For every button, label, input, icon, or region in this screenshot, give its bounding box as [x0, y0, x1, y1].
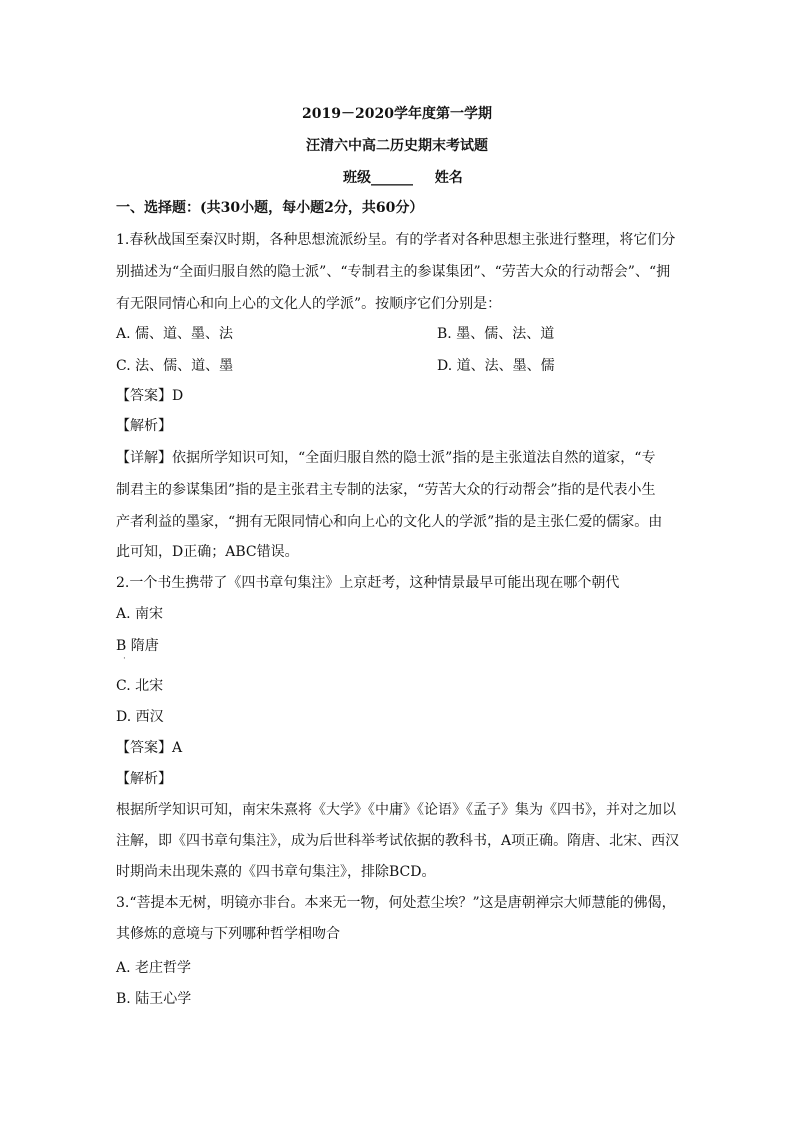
exam-title: 汪清六中高二历史期末考试题: [306, 138, 488, 154]
q1-detail-line-3: 产者利益的墨家，“拥有无限同情心和向上心的文化人的学派”指的是主张仁爱的儒家。由: [116, 514, 663, 530]
q2-analysis-label: 【解析】: [116, 771, 172, 787]
q1-stem-line-2: 别描述为“全面归服自然的隐士派”、“专制君主的参谋集团”、“劳苦大众的行动帮会”、“拥: [116, 264, 671, 280]
q2-detail-line-3: 时期尚未出现朱熹的《四书章句集注》，排除BCD。: [116, 864, 436, 880]
stray-dot-mark: ·: [123, 654, 126, 664]
q1-detail-line-4: 此可知，D正确；ABC错误。: [116, 544, 299, 560]
q2-detail-line-1: 根据所学知识可知，南宋朱熹将《大学》《中庸》《论语》《孟子》集为《四书》，并对之加以: [116, 802, 676, 818]
q2-stem: 2.一个书生携带了《四书章句集注》上京赶考，这种情景最早可能出现在哪个朝代: [116, 575, 620, 591]
q1-option-c: C. 法、儒、道、墨: [116, 358, 234, 374]
q2-detail-line-2: 注解，即《四书章句集注》，成为后世科举考试依据的教科书，A项正确。隋唐、北宋、西汉: [116, 833, 680, 849]
q3-option-b: B. 陆王心学: [116, 991, 192, 1007]
name-label: 姓名: [434, 170, 463, 186]
q2-answer: 【答案】A: [116, 740, 183, 756]
q2-option-c: C. 北宋: [116, 678, 164, 694]
q1-detail-line-1: 【详解】依据所学知识可知，“全面归服自然的隐士派”指的是主张道法自然的道家，“专: [116, 450, 656, 466]
q1-analysis-label: 【解析】: [116, 418, 172, 434]
q1-detail-line-2: 制君主的参谋集团”指的是主张君主专制的法家，“劳苦大众的行动帮会”指的是代表小生: [116, 482, 656, 498]
q1-stem-line-3: 有无限同情心和向上心的文化人的学派”。按顺序它们分别是：: [116, 296, 502, 312]
q3-option-a: A. 老庄哲学: [116, 960, 192, 976]
q3-stem-line-1: 3.“菩提本无树，明镜亦非台。本来无一物，何处惹尘埃？”这是唐朝禅宗大师慧能的佛偈，: [116, 895, 676, 911]
q1-option-a: A. 儒、道、墨、法: [116, 326, 234, 342]
class-blank: ______: [371, 170, 413, 186]
exam-year: 2019－2020学年度第一学期: [302, 106, 492, 122]
q1-stem-line-1: 1.春秋战国至秦汉时期，各种思想流派纷呈。有的学者对各种思想主张进行整理，将它们分: [116, 232, 676, 248]
q2-option-d: D. 西汉: [116, 709, 164, 725]
q1-option-b: B. 墨、儒、法、道: [437, 326, 555, 342]
class-name-line: [343, 168, 463, 188]
section-heading: 一、选择题：(共30小题，每小题2分，共60分）: [116, 200, 424, 216]
q2-option-a: A. 南宋: [116, 606, 164, 622]
class-label: 班级: [343, 170, 371, 186]
q2-option-b: B 隋唐: [116, 638, 159, 654]
q1-option-d: D. 道、法、墨、儒: [437, 358, 555, 374]
q1-answer: 【答案】D: [116, 388, 184, 404]
q3-stem-line-2: 其修炼的意境与下列哪种哲学相吻合: [116, 926, 340, 942]
